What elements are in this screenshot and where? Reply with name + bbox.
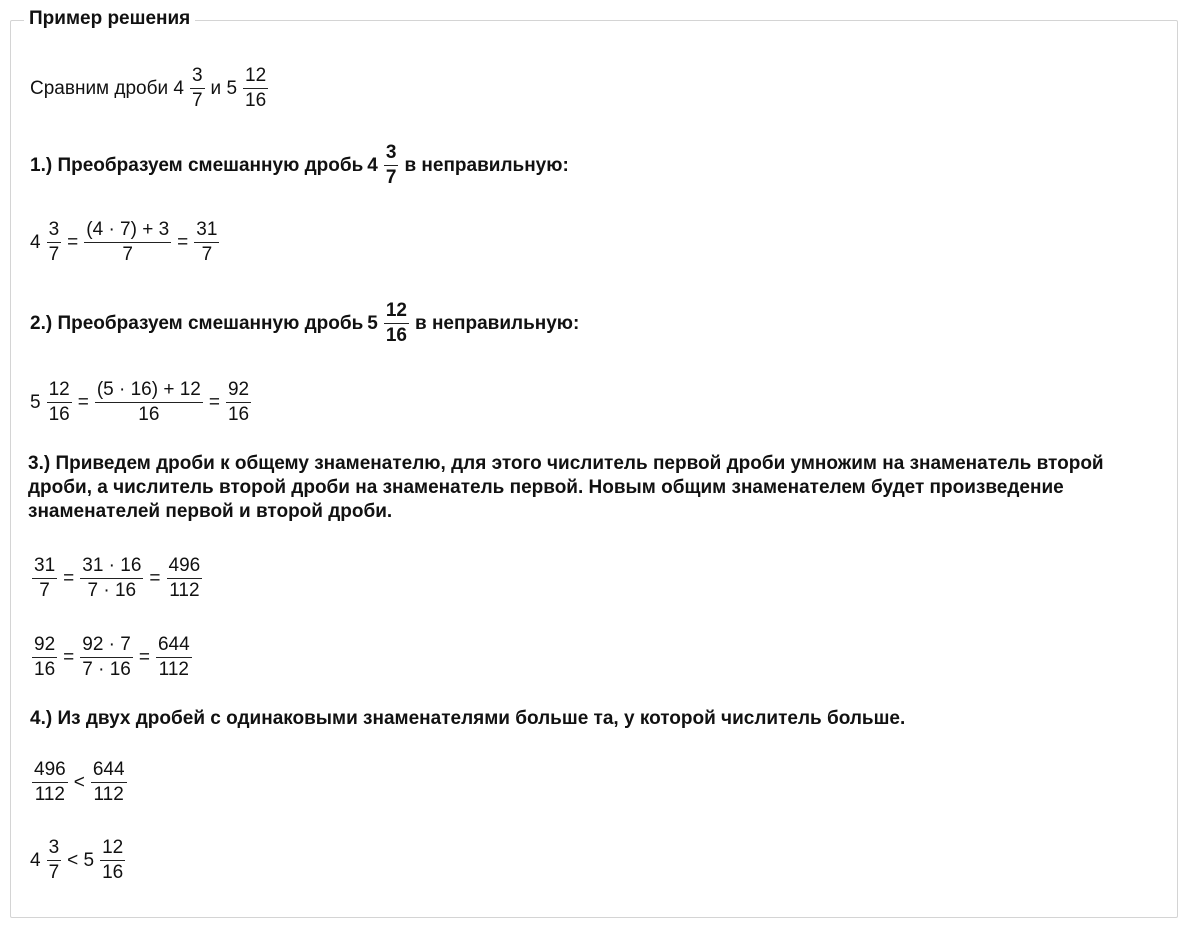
text: 4: [30, 849, 41, 871]
text: =: [138, 646, 150, 668]
fraction: [100, 836, 125, 885]
fraction: [226, 378, 251, 427]
fraction: [32, 758, 68, 807]
numerator: (5 · 16) + 12: [95, 378, 203, 403]
numerator: 12: [384, 299, 409, 324]
denominator: 112: [93, 784, 124, 805]
step-3-equation-2: [28, 633, 196, 682]
numerator: 31: [194, 218, 219, 243]
denominator: 7: [48, 244, 60, 265]
denominator: 112: [158, 659, 189, 680]
denominator: 7: [385, 167, 397, 188]
fraction: [384, 141, 399, 190]
text: =: [63, 567, 75, 589]
fraction: [243, 64, 268, 113]
text: 5: [367, 312, 378, 334]
denominator: 7: [201, 244, 213, 265]
numerator: 31 · 16: [80, 554, 143, 579]
numerator: (4 · 7) + 3: [84, 218, 171, 243]
fraction: [32, 633, 57, 682]
text: =: [77, 391, 89, 413]
denominator: 7: [48, 862, 60, 883]
denominator: 7: [191, 90, 203, 111]
numerator: 12: [47, 378, 72, 403]
text: в неправильную:: [404, 154, 569, 176]
numerator: 92: [32, 633, 57, 658]
step-2-heading: [28, 299, 581, 348]
fraction: [47, 378, 72, 427]
fraction: [91, 758, 127, 807]
text: 1.) Преобразуем смешанную дробь: [30, 154, 364, 176]
denominator: 7 · 16: [82, 659, 131, 680]
fraction: [84, 218, 171, 267]
denominator: 16: [245, 90, 267, 111]
text: =: [67, 231, 79, 253]
numerator: 644: [156, 633, 192, 658]
denominator: 16: [34, 659, 56, 680]
denominator: 16: [385, 325, 407, 346]
text: Сравним дроби 4: [30, 77, 184, 99]
denominator: 16: [48, 404, 70, 425]
numerator: 92: [226, 378, 251, 403]
numerator: 12: [100, 836, 125, 861]
fraction: [47, 836, 62, 885]
step-1-heading: [28, 141, 571, 190]
numerator: 3: [384, 141, 399, 166]
text: 5: [30, 391, 41, 413]
text: =: [63, 646, 75, 668]
denominator: 16: [102, 862, 124, 883]
text: 4: [367, 154, 378, 176]
numerator: 12: [243, 64, 268, 89]
text: <: [73, 771, 85, 793]
fraction: [32, 554, 57, 603]
numerator: 3: [190, 64, 205, 89]
step-1-equation: [28, 218, 223, 267]
text: в неправильную:: [415, 312, 580, 334]
numerator: 644: [91, 758, 127, 783]
fraction: [47, 218, 62, 267]
step-4-heading: [28, 708, 907, 730]
fraction: [80, 554, 143, 603]
fraction: [95, 378, 203, 427]
final-answer: [28, 836, 129, 885]
numerator: 92 · 7: [80, 633, 133, 658]
text: =: [177, 231, 189, 253]
step-2-equation: [28, 378, 255, 427]
text: =: [149, 567, 161, 589]
step-3-heading: 3.) Приведем дроби к общему знаменателю, для этого числитель первой дроби умножим на знаменатель второй дроби, а числитель второй дроби на знаменатель первой. Новым общим знаменателем будет произведение знаменателей первой и второй дроби.: [28, 453, 1104, 522]
fraction: [80, 633, 133, 682]
fraction: [167, 554, 203, 603]
panel-title: Пример решения: [24, 8, 195, 30]
numerator: 496: [32, 758, 68, 783]
text: =: [208, 391, 220, 413]
denominator: 112: [34, 784, 65, 805]
text: 4: [30, 231, 41, 253]
numerator: 31: [32, 554, 57, 579]
step-3-equation-1: [28, 554, 206, 603]
text: 2.) Преобразуем смешанную дробь: [30, 312, 364, 334]
numerator: 3: [47, 218, 62, 243]
intro: [28, 64, 272, 113]
text: и 5: [210, 77, 238, 99]
denominator: 16: [227, 404, 250, 425]
denominator: 7: [39, 580, 50, 601]
fraction: [156, 633, 192, 682]
denominator: 112: [169, 580, 200, 601]
denominator: 16: [138, 404, 160, 425]
step-4-comparison: [28, 758, 131, 807]
denominator: 7: [122, 244, 133, 265]
denominator: 7 · 16: [87, 580, 137, 601]
fraction: [194, 218, 219, 267]
numerator: 3: [47, 836, 62, 861]
text: < 5: [67, 849, 95, 871]
text: 4.) Из двух дробей с одинаковыми знаменателями больше та, у которой числитель больше.: [30, 708, 906, 729]
fraction: [190, 64, 205, 113]
numerator: 496: [167, 554, 203, 579]
fraction: [384, 299, 409, 348]
